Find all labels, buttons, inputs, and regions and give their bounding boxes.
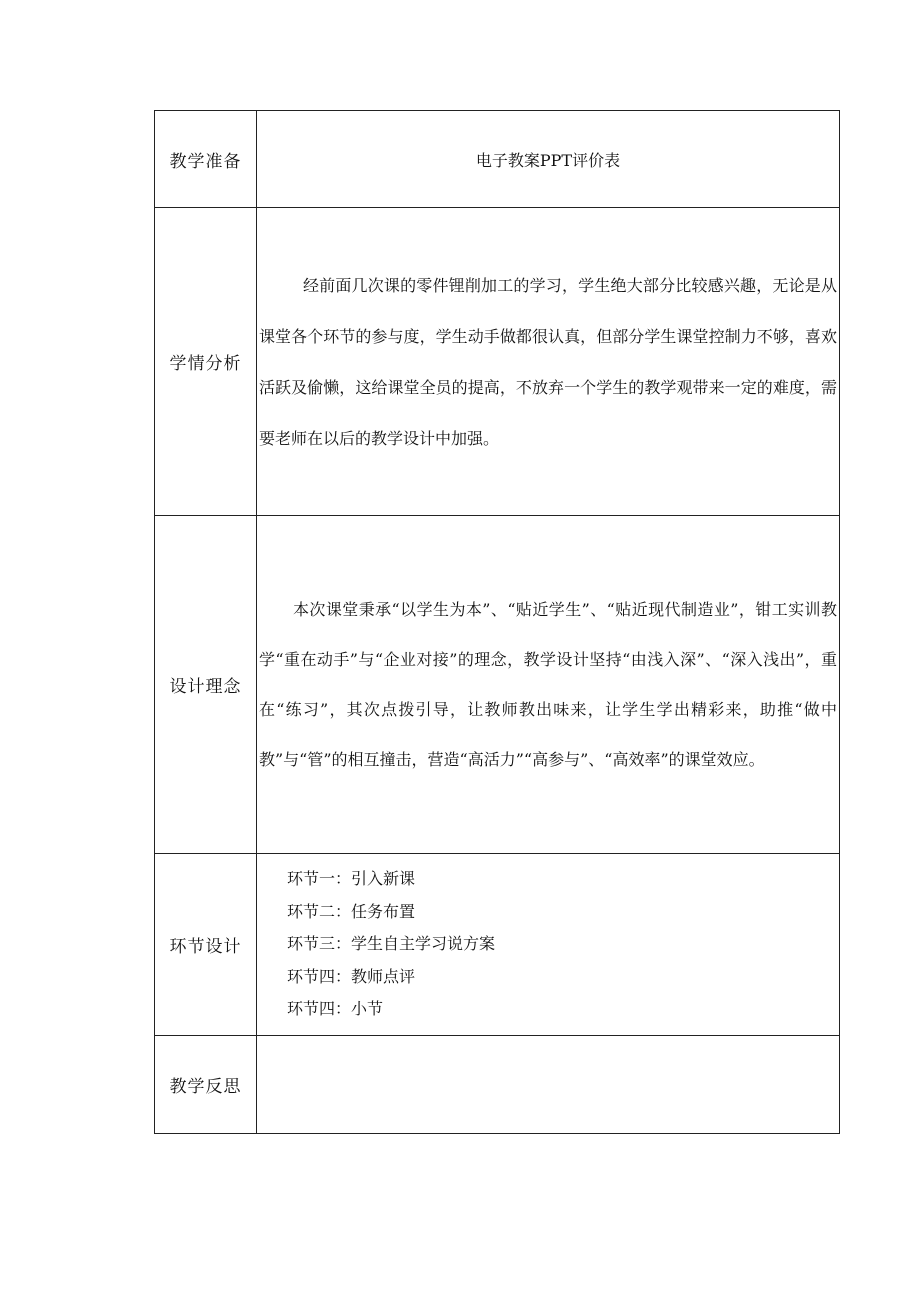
content-student-analysis-cell — [257, 208, 840, 516]
step-list — [257, 863, 839, 1026]
row-step-design — [155, 854, 840, 1036]
content-teaching-preparation: 电子教案PPT评价表 — [257, 111, 840, 208]
row-student-analysis — [155, 208, 840, 516]
label-teaching-preparation: 教学准备 — [155, 111, 257, 208]
label-student-analysis: 学情分析 — [155, 208, 257, 516]
step-item-2: 环节二：任务布置 — [287, 901, 416, 921]
label-design-concept: 设计理念 — [155, 516, 257, 854]
step-item-5: 环节四：小节 — [287, 999, 384, 1019]
row-teaching-reflection — [155, 1036, 840, 1134]
label-step-design: 环节设计 — [155, 854, 257, 1036]
content-teaching-reflection — [257, 1036, 840, 1134]
lesson-plan-table — [154, 110, 840, 1134]
content-step-design-cell — [257, 854, 840, 1036]
content-design-concept: 本次课堂秉承“以学生为本”、“贴近学生”、“贴近现代制造业”，钳工实训教学“重在动手”与“企业对接”的理念，教学设计坚持“由浅入深”、“深入浅出”，重在“练习”，其次点拨引导，让教师教出味来，让学生学出精彩来，助推“做中教”与“管”的相互撞击，营造“高活力”“高参与”、“高效率”的课堂效应。 — [259, 599, 837, 769]
content-student-analysis: 经前面几次课的零件锂削加工的学习，学生绝大部分比较感兴趣，无论是从课堂各个环节的参与度，学生动手做都很认真，但部分学生课堂控制力不够，喜欢活跃及偷懒，这给课堂全员的提高，不放弃一个学生的教学观带来一定的难度，需要老师在以后的教学设计中加强。 — [259, 275, 837, 448]
step-item-1: 环节一：引入新课 — [287, 869, 416, 889]
step-item-3: 环节三：学生自主学习说方案 — [287, 934, 496, 954]
step-item-4: 环节四：教师点评 — [287, 966, 416, 986]
label-teaching-reflection: 教学反思 — [155, 1036, 257, 1134]
row-teaching-preparation — [155, 111, 840, 208]
row-design-concept — [155, 516, 840, 854]
content-design-concept-cell — [257, 516, 840, 854]
